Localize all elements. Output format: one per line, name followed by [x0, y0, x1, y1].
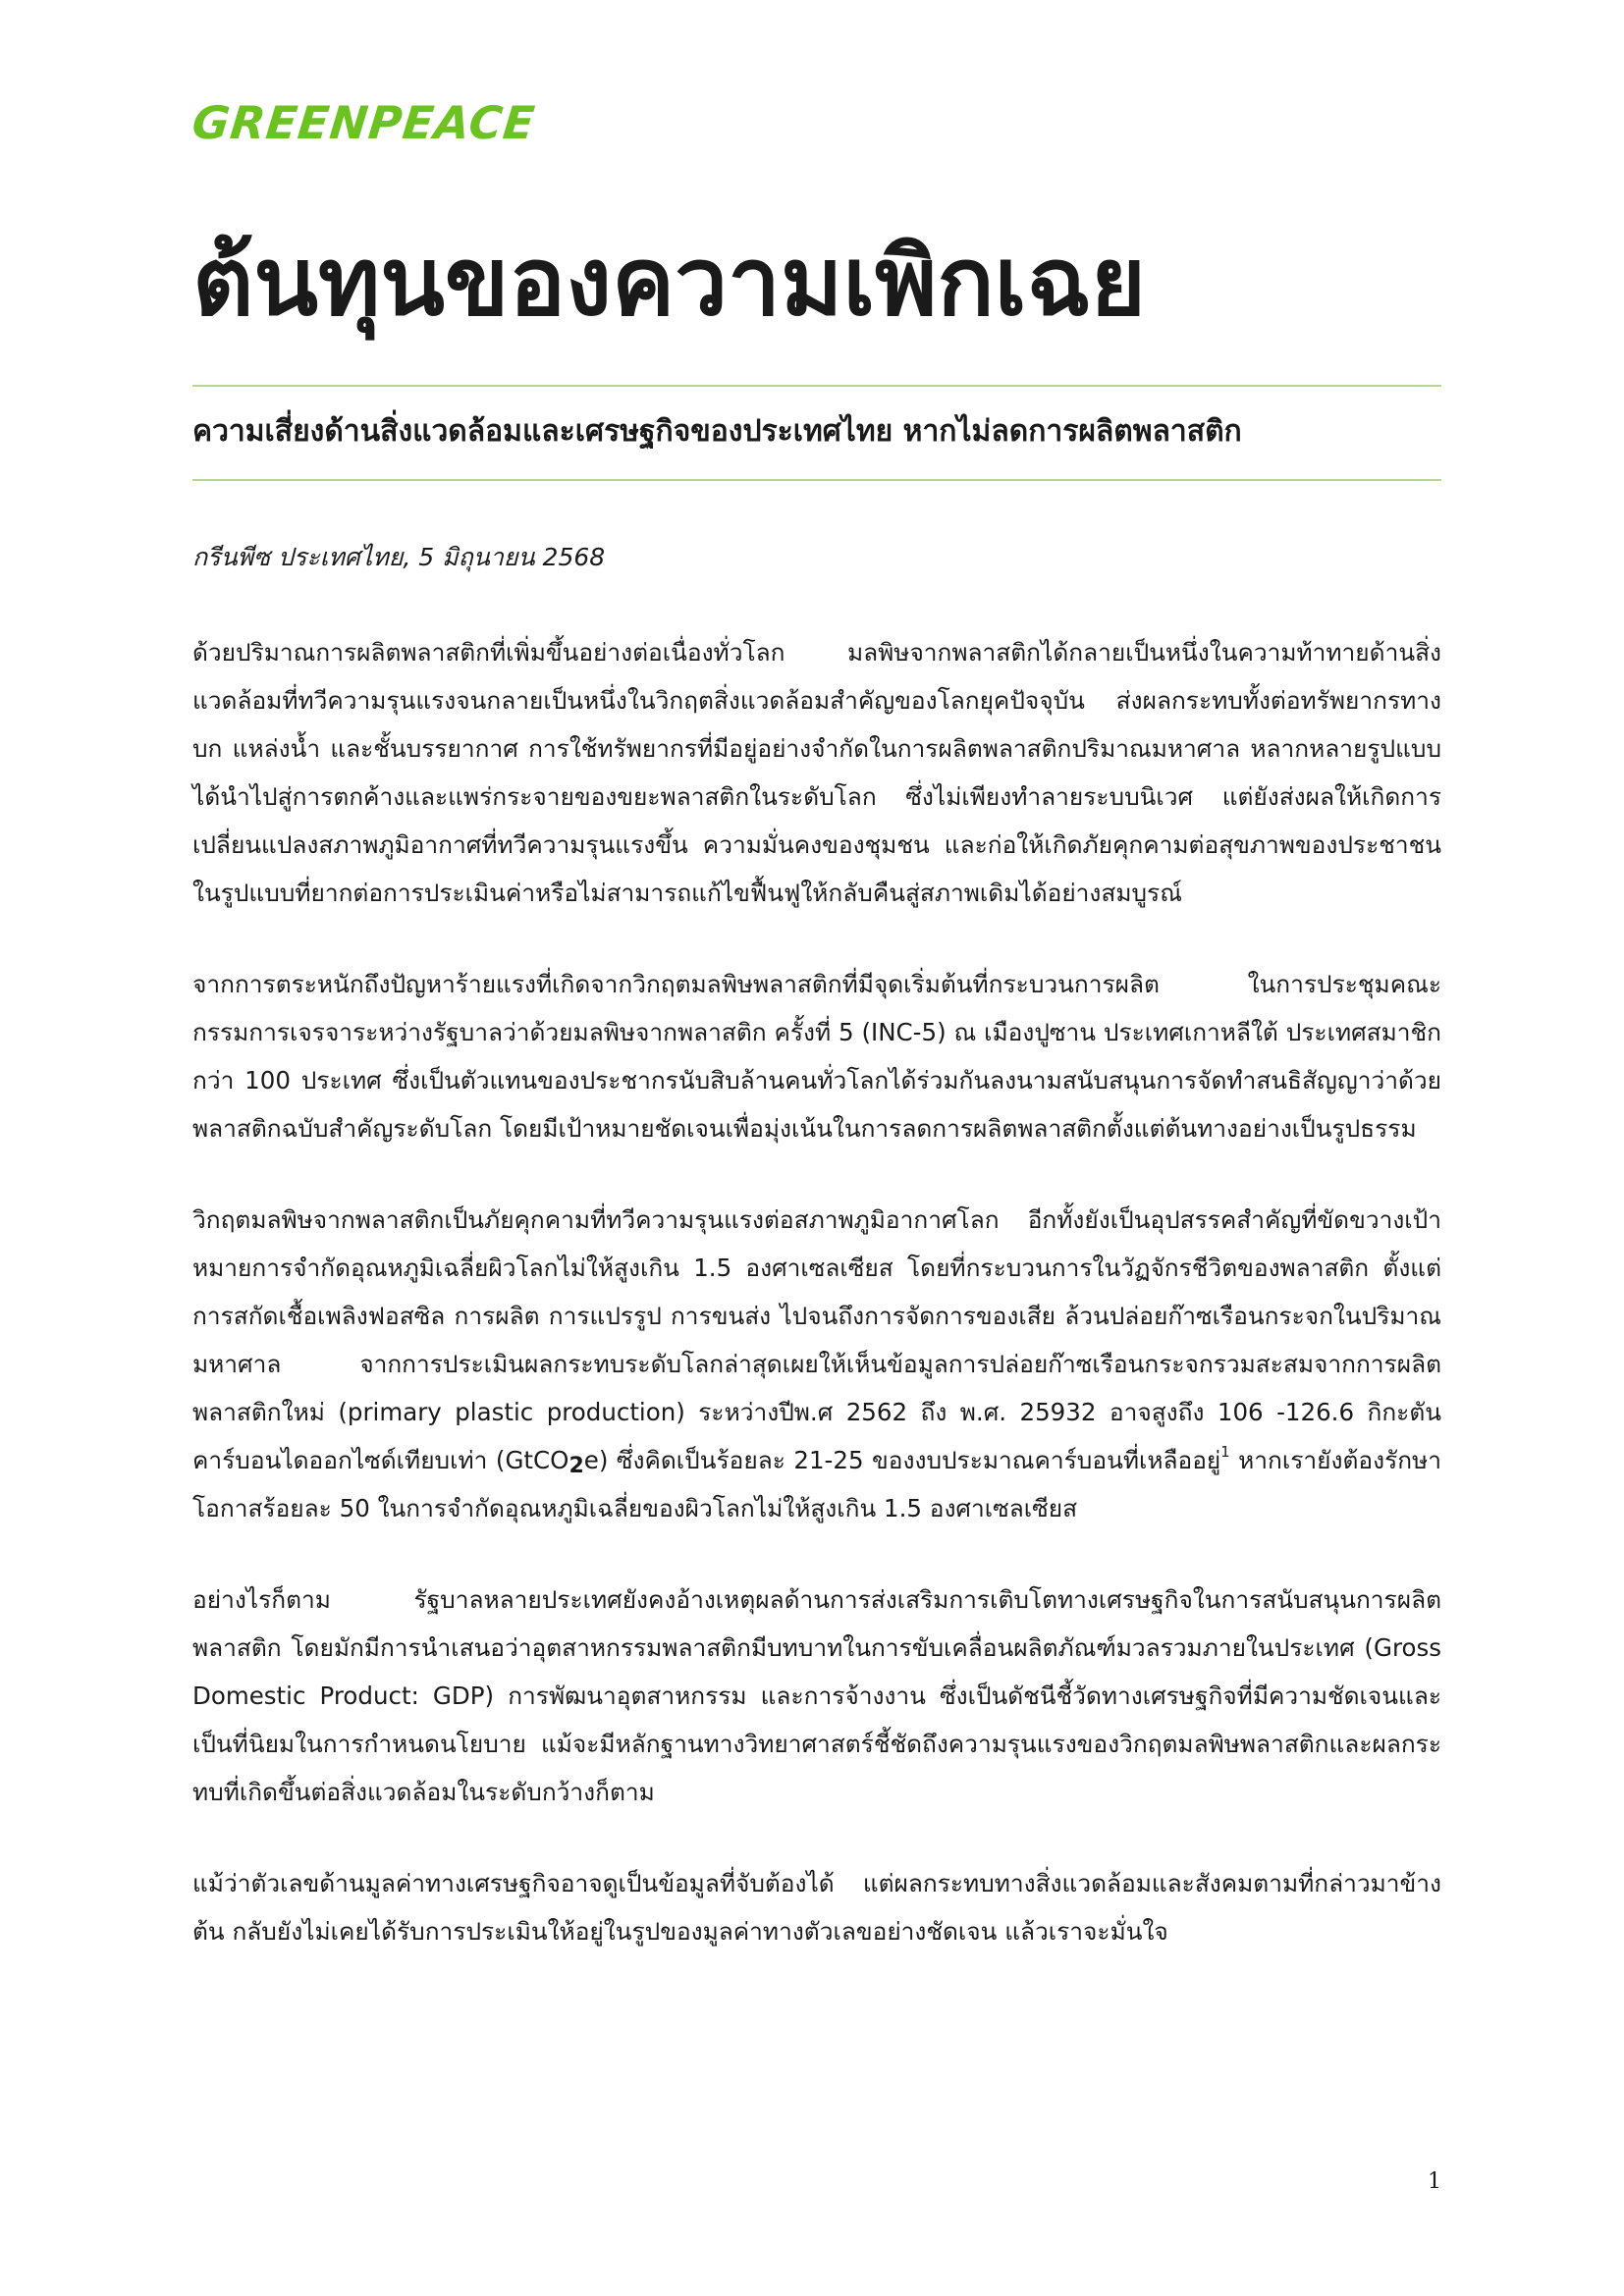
paragraph-4: อย่างไรก็ตาม รัฐบาลหลายประเทศยังคงอ้างเหตุผลด้านการส่งเสริมการเติบโตทางเศรษฐกิจในการสนับสนุนการผลิตพลาสติก โดยมักมีการนำเสนอว่าอุตสาหกรรมพลาสติกมีบทบาทในการขับเคลื่อนผลิตภัณฑ์มวลรวมภายในประเทศ (Gross Domestic Product: GDP) การพัฒนาอุตสาหกรรม และการจ้างงาน ซึ่งเป็นดัชนีชี้วัดทางเศรษฐกิจที่มีความชัดเจนและเป็นที่นิยมในการกำหนดนโยบาย แม้จะมีหลักฐานทางวิทยาศาสตร์ชี้ชัดถึงความรุนแรงของวิกฤตมลพิษพลาสติกและผลกระทบที่เกิดขึ้นต่อสิ่งแวดล้อมในระดับกว้างก็ตาม	[192, 1585, 1441, 1806]
paragraph-3-part-b: e) ซึ่งคิดเป็นร้อยละ 21-25 ของงบประมาณคาร์บอนที่เหลืออยู่	[583, 1446, 1221, 1474]
paragraph-3-part-c: หากเรายังต้องรักษาโอกาสร้อยละ 50 ในการจำกัดอุณหภูมิเฉลี่ยของผิวโลกไม่ให้สูงเกิน 1.5 องศาเซลเซียส	[192, 1446, 1441, 1522]
footnote-reference[interactable]: 1	[1220, 1444, 1230, 1461]
document-subtitle: ความเสี่ยงด้านสิ่งแวดล้อมและเศรษฐกิจของประเทศไทย หากไม่ลดการผลิตพลาสติก	[192, 414, 1242, 449]
document-title: ต้นทุนของความเพิกเฉย	[192, 227, 1147, 337]
dateline: กรีนพีซ ประเทศไทย, 5 มิถุนายน 2568	[192, 543, 606, 571]
subtitle-bottom-rule	[192, 479, 1441, 481]
article-body	[192, 628, 1441, 1999]
paragraph-2: จากการตระหนักถึงปัญหาร้ายแรงที่เกิดจากวิกฤตมลพิษพลาสติกที่มีจุดเริ่มต้นที่กระบวนการผลิต ในการประชุมคณะกรรมการเจรจาระหว่างรัฐบาลว่าด้วยมลพิษจากพลาสติก ครั้งที่ 5 (INC-5) ณ เมืองปูซาน ประเทศเกาหลีใต้ ประเทศสมาชิกกว่า 100 ประเทศ ซึ่งเป็นตัวแทนของประชากรนับสิบล้านคนทั่วโลกได้ร่วมกันลงนามสนับสนุนการจัดทำสนธิสัญญาว่าด้วยพลาสติกฉบับสำคัญระดับโลก โดยมีเป้าหมายชัดเจนเพื่อมุ่งเน้นในการลดการผลิตพลาสติกตั้งแต่ต้นทางอย่างเป็นรูปธรรม	[192, 970, 1441, 1143]
paragraph-1: ด้วยปริมาณการผลิตพลาสติกที่เพิ่มขึ้นอย่างต่อเนื่องทั่วโลก มลพิษจากพลาสติกได้กลายเป็นหนึ่งในความท้าทายด้านสิ่งแวดล้อมที่ทวีความรุนแรงจนกลายเป็นหนึ่งในวิกฤตสิ่งแวดล้อมสำคัญของโลกยุคปัจจุบัน ส่งผลกระทบทั้งต่อทรัพยากรทางบก แหล่งน้ำ และชั้นบรรยากาศ การใช้ทรัพยากรที่มีอยู่อย่างจำกัดในการผลิตพลาสติกปริมาณมหาศาล หลากหลายรูปแบบ ได้นำไปสู่การตกค้างและแพร่กระจายของขยะพลาสติกในระดับโลก ซึ่งไม่เพียงทำลายระบบนิเวศ แต่ยังส่งผลให้เกิดการเปลี่ยนแปลงสภาพภูมิอากาศที่ทวีความรุนแรงขึ้น ความมั่นคงของชุมชน และก่อให้เกิดภัยคุกคามต่อสุขภาพของประชาชนในรูปแบบที่ยากต่อการประเมินค่าหรือไม่สามารถแก้ไขฟื้นฟูให้กลับคืนสู่สภาพเดิมได้อย่างสมบูรณ์	[192, 638, 1441, 907]
paragraph-3	[192, 1196, 1441, 1532]
subtitle-top-rule	[192, 385, 1441, 387]
page-number: 1	[1428, 2169, 1441, 2194]
paragraph-5: แม้ว่าตัวเลขด้านมูลค่าทางเศรษฐกิจอาจดูเป็นข้อมูลที่จับต้องได้ แต่ผลกระทบทางสิ่งแวดล้อมและสังคมตามที่กล่าวมาข้างต้น กลับยังไม่เคยได้รับการประเมินให้อยู่ในรูปของมูลค่าทางตัวเลขอย่างชัดเจน แล้วเราจะมั่นใจ	[192, 1869, 1441, 1946]
paragraph-3-part-a: วิกฤตมลพิษจากพลาสติกเป็นภัยคุกคามที่ทวีความรุนแรงต่อสภาพภูมิอากาศโลก อีกทั้งยังเป็นอุปสรรคสำคัญที่ขัดขวางเป้าหมายการจำกัดอุณหภูมิเฉลี่ยผิวโลกไม่ให้สูงเกิน 1.5 องศาเซลเซียส โดยที่กระบวนการในวัฏจักรชีวิตของพลาสติก ตั้งแต่การสกัดเชื้อเพลิงฟอสซิล การผลิต การแปรรูป การขนส่ง ไปจนถึงการจัดการของเสีย ล้วนปล่อยก๊าซเรือนกระจกในปริมาณมหาศาล จากการประเมินผลกระทบระดับโลกล่าสุดเผยให้เห็นข้อมูลการปล่อยก๊าซเรือนกระจกรวมสะสมจากการผลิตพลาสติกใหม่ (primary plastic production) ระหว่างปีพ.ศ 2562 ถึง พ.ศ. 25932 อาจสูงถึง 106 -126.6 กิกะตันคาร์บอนไดออกไซด์เทียบเท่า (GtCO	[192, 1205, 1441, 1474]
greenpeace-logo: GREENPEACE	[189, 96, 538, 149]
co2-subscript: 2	[568, 1454, 584, 1478]
